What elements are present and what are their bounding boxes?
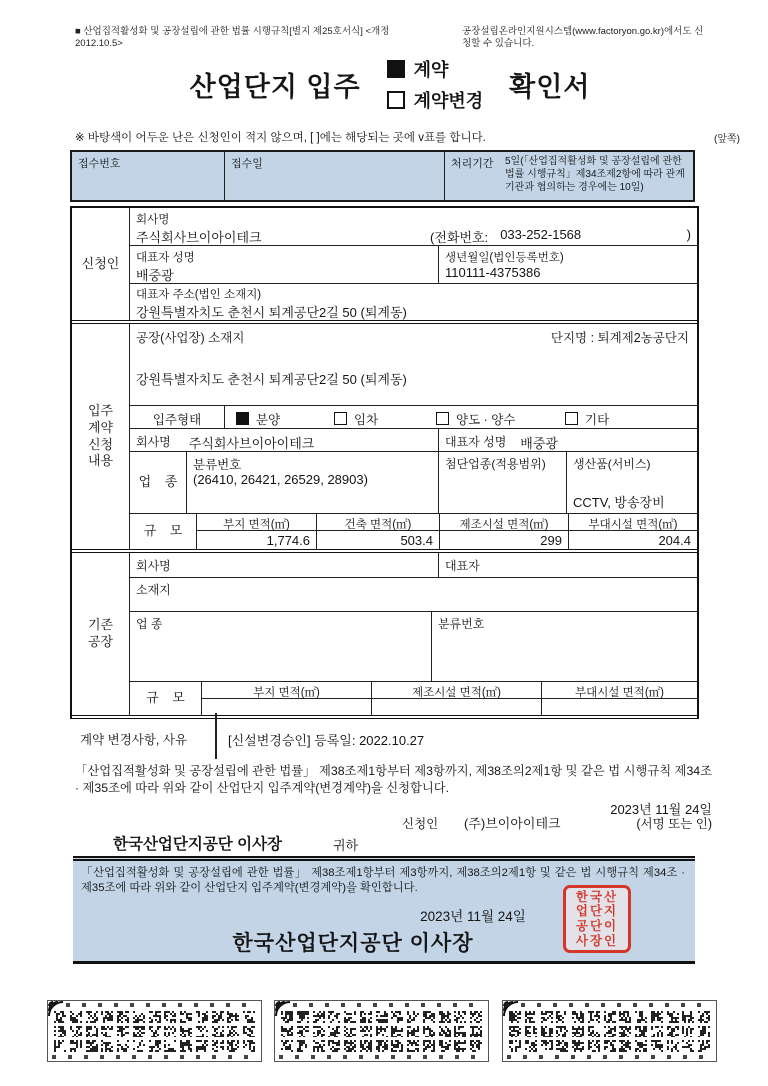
option-transfer-label: 양도 · 양수 [456, 413, 516, 427]
factory-site-label: 공장(사업장) 소재지 [136, 331, 245, 345]
scale-col-building [317, 514, 440, 549]
existing-scale-header-site: 부지 면적(㎡) [202, 682, 371, 699]
processing-period-value: 5일(「산업집적활성화 및 공장설립에 관한 법률 시행규칙」제34조제2항에 따라 관계 기관과 협의하는 경우에는 10일) [505, 156, 685, 193]
product-value: CCTV, 방송장비 [573, 495, 665, 510]
scale-header-auxiliary: 부대시설 면적(㎡) [569, 514, 697, 531]
confirmation-box [73, 856, 695, 964]
contract-change-option [387, 87, 484, 113]
contract-ceo-value: 배중광 [520, 436, 558, 451]
stamp-ticks [52, 1055, 257, 1059]
applicant-section-text: 신청인 [81, 255, 120, 271]
factory-site-address: 강원특별자치도 춘천시 퇴계공단2길 50 (퇴계동) [136, 372, 407, 387]
product-cell [567, 452, 697, 514]
registration-number-cell [439, 246, 697, 284]
table-bottom-line [72, 715, 697, 719]
contract-option [387, 56, 484, 82]
product-label: 생산품(서비스) [573, 457, 651, 471]
class-number-cell [187, 452, 439, 514]
option-sale-label: 분양 [256, 413, 281, 427]
title-checkbox-stack [387, 56, 484, 113]
barcode-stamp [47, 1000, 262, 1062]
registration-number-value: 110111-4375386 [445, 265, 541, 280]
ceo-address-cell [130, 284, 697, 320]
stamp-ticks [507, 1055, 712, 1059]
application-date: 2023년 11월 24일 [610, 802, 712, 817]
online-system-notice: 공장설립온라인지원시스템(www.factoryon.go.kr)에서도 신청할 수 있습니다. [462, 26, 704, 50]
registration-number-label: 생년월일(법인등록번호) [445, 252, 564, 264]
existing-section-label [72, 553, 130, 715]
option-sale [236, 410, 280, 428]
existing-scale-col-site [202, 682, 372, 715]
contract-company-label: 회사명 [136, 435, 171, 449]
application-table [70, 206, 699, 719]
receipt-number-cell: 접수번호 [72, 152, 225, 200]
stamp-grid [280, 1010, 483, 1052]
ceo-address-label: 대표자 주소(법인 소재지) [136, 289, 262, 301]
checkbox-contract-change-icon [387, 91, 405, 109]
stamp-ticks [279, 1055, 484, 1059]
instruction-text: ※ 바탕색이 어두운 난은 신청인이 적지 않으며, [ ]에는 해당되는 곳에 v표를 합니다. [75, 132, 486, 144]
stamp-ticks [521, 1003, 712, 1007]
company-name-cell [130, 208, 697, 246]
option-lease [334, 410, 378, 428]
scale-header-site: 부지 면적(㎡) [197, 514, 316, 531]
checkbox-sale-icon [236, 412, 249, 425]
contract-ceo-cell [439, 429, 697, 452]
existing-address-cell: 소재지 [130, 578, 697, 612]
checkbox-contract-icon [387, 60, 405, 78]
contract-company-value: 주식회사브이아이테크 [188, 436, 315, 451]
seal-row: 한국산 [575, 889, 619, 904]
recipient-honorific: 귀하 [333, 838, 359, 853]
title-left: 산업단지 입주 [189, 72, 361, 102]
scale-value-auxiliary: 204.4 [658, 533, 691, 548]
applicant-label: 신청인 [402, 817, 439, 831]
option-other-label: 기타 [585, 413, 610, 427]
class-number-label: 분류번호 [193, 458, 242, 472]
changes-value: [신설변경승인] 등록일: 2022.10.27 [228, 733, 425, 748]
recipient-name: 한국산업단지공단 이사장 [113, 836, 283, 853]
confirmation-date: 2023년 11월 24일 [420, 909, 526, 924]
option-other [565, 410, 609, 428]
title-right: 확인서 [509, 72, 591, 102]
stamp-ticks [293, 1003, 484, 1007]
contract-option-label: 계약 [413, 60, 449, 80]
receipt-date-cell: 접수일 [225, 152, 445, 200]
contract-company-cell [130, 429, 439, 452]
contract-change-option-label: 계약변경 [413, 91, 484, 111]
contract-ceo-label: 대표자 성명 [445, 435, 507, 449]
seal-row: 공단이 [575, 919, 619, 933]
option-lease-label: 임차 [354, 413, 379, 427]
application-statement: 「산업집적활성화 및 공장설립에 관한 법률」 제38조제1항부터 제3항까지, 제38조의2제1항 및 같은 법 시행규칙 제34조 · 제35조에 따라 위와 같이 산업단지 입주계약(변경계약)을 신청합니다. [75, 764, 712, 795]
checkbox-other-icon [565, 412, 578, 425]
ceo-name-value: 배중광 [136, 268, 174, 283]
checkbox-transfer-icon [436, 412, 449, 425]
confirmation-signer: 한국산업단지공단 이사장 [232, 932, 474, 955]
scale-row-label: 규 모 [130, 514, 197, 549]
form-reference: ■ 산업집적활성화 및 공장설립에 관한 법률 시행규칙[별지 제25호서식] <개정 2012.10.5> [75, 26, 390, 50]
existing-section-line: 공장 [87, 634, 114, 649]
seal-row: 업단지 [575, 904, 619, 919]
existing-company-cell: 회사명 [130, 553, 439, 578]
stamp-grid [53, 1010, 256, 1052]
changes-label: 계약 변경사항, 사유 [80, 733, 188, 747]
scale-header-manufacturing: 제조시설 면적(㎡) [440, 514, 568, 531]
existing-scale-header-auxiliary: 부대시설 면적(㎡) [542, 682, 697, 699]
contract-section-line: 계약 [87, 419, 114, 435]
company-name-label: 회사명 [136, 214, 170, 226]
processing-period-cell [445, 152, 693, 200]
contract-section-line: 내용 [87, 453, 114, 469]
existing-class-cell: 분류번호 [432, 612, 697, 682]
industry-row-label: 업 종 [130, 452, 187, 514]
existing-section-line: 기존 [87, 617, 114, 633]
scale-value-site: 1,774.6 [266, 533, 310, 548]
changes-divider [215, 713, 217, 759]
stamp-ticks [66, 1003, 257, 1007]
company-name-value: 주식회사브이아이테크 [136, 230, 262, 245]
existing-scale-header-manufacturing: 제조시설 면적(㎡) [372, 682, 541, 699]
existing-scale-col-manufacturing [372, 682, 542, 715]
option-transfer [436, 410, 515, 428]
ceo-address-value: 강원특별자치도 춘천시 퇴계공단2길 50 (퇴계동) [136, 305, 407, 320]
scale-header-building: 건축 면적(㎡) [317, 514, 439, 531]
checkbox-lease-icon [334, 412, 347, 425]
existing-scale-col-auxiliary [542, 682, 697, 715]
barcode-stamp [274, 1000, 489, 1062]
confirmation-statement: 「산업집적활성화 및 공장설립에 관한 법률」 제38조제1항부터 제3항까지, 제38조의2제1항 및 같은 법 시행규칙 제34조 · 제35조에 따라 위와 같이 산업단지 입주계약(변경계약)을 확인합니다. [81, 867, 685, 895]
scale-col-manufacturing [440, 514, 569, 549]
processing-period-label: 처리기간 [451, 158, 494, 170]
existing-scale-label: 규 모 [130, 682, 202, 715]
occupancy-type-label: 입주형태 [130, 406, 225, 429]
instruction-line [75, 129, 740, 145]
receipt-header-table [70, 150, 695, 202]
scale-value-manufacturing: 299 [540, 533, 562, 548]
occupancy-type-options [225, 406, 697, 429]
ceo-name-label: 대표자 성명 [136, 252, 195, 264]
applicant-company: (주)브이아이테크 [464, 816, 561, 831]
hitech-industry-cell [439, 452, 567, 514]
signature-note: (서명 또는 인) [636, 817, 712, 831]
applicant-section-label [72, 208, 130, 320]
official-seal [563, 885, 631, 953]
phone-label: (전화번호: [430, 230, 489, 245]
class-number-value: (26410, 26421, 26529, 28903) [193, 472, 368, 487]
phone-field [430, 227, 691, 246]
existing-ceo-cell: 대표자 [439, 553, 697, 578]
contract-section-line: 입주 [87, 402, 114, 418]
page-side-label: (앞쪽) [714, 134, 740, 145]
contract-section-label [72, 324, 130, 549]
factory-site-cell [130, 324, 697, 406]
contract-section-line: 신청 [87, 436, 114, 452]
hitech-industry-label: 첨단업종(적용범위) [445, 457, 546, 471]
complex-name-value: 단지명 : 퇴계제2농공단지 [550, 331, 689, 345]
phone-value: 033-252-1568 [500, 227, 582, 242]
existing-industry-cell: 업 종 [130, 612, 432, 682]
stamp-grid [508, 1010, 711, 1052]
barcode-stamp [502, 1000, 717, 1062]
ceo-name-cell [130, 246, 439, 284]
scale-col-site [197, 514, 317, 549]
phone-paren-close: ) [686, 227, 691, 242]
document-title [150, 56, 630, 113]
scale-col-auxiliary [569, 514, 697, 549]
scale-value-building: 503.4 [400, 533, 433, 548]
seal-row: 사장인 [575, 933, 619, 948]
